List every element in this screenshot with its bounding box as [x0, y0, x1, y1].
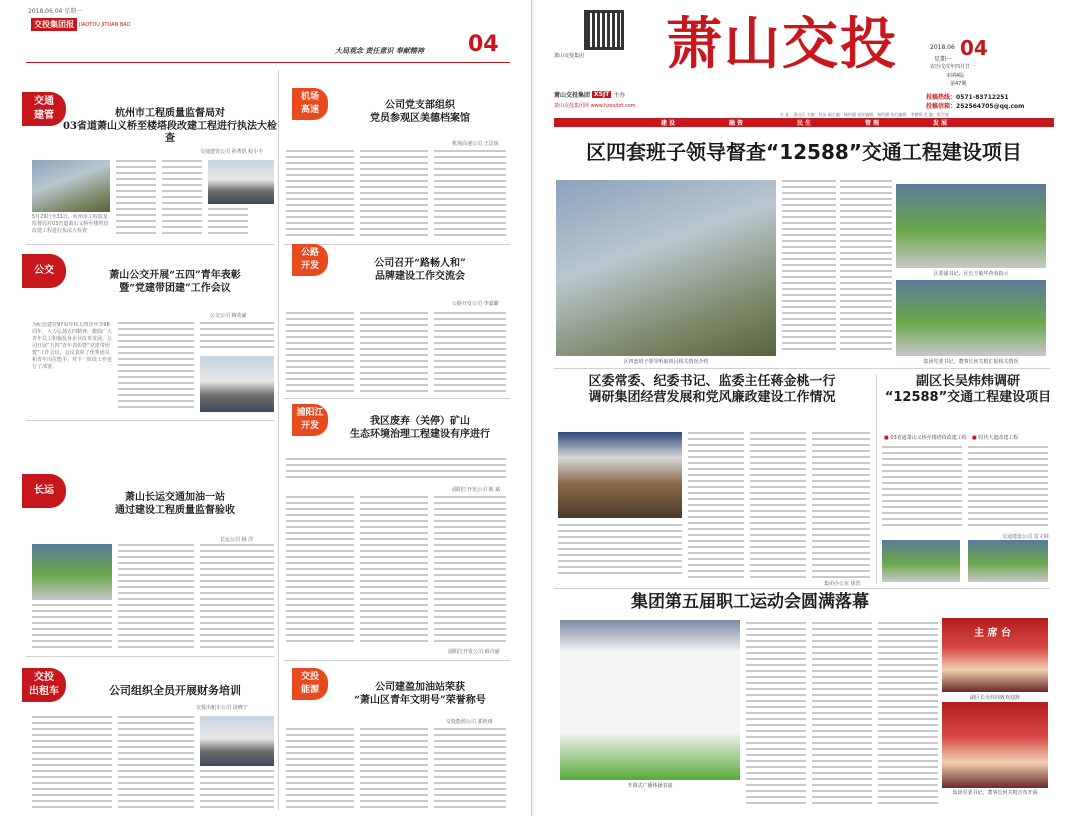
- bullet-icon: ■: [884, 435, 891, 441]
- article-body-text: 为纪念建党97周年和五四青年节98周年，大力弘扬五四精神，激励广大青年员工积极投身企业改革发展，公司开展“五四”青年表彰暨“党建带团建”工作会议，会议表彰了优秀团员和青年岗位能手，对下一阶段工作进行了部署。: [32, 322, 112, 370]
- article-body: [162, 160, 202, 236]
- article-body: [434, 496, 506, 644]
- nav-item[interactable]: 融 资: [728, 120, 744, 127]
- article-body: [688, 432, 744, 578]
- category-tag: 公交: [22, 254, 66, 288]
- sponsor-suffix: 主办: [613, 92, 626, 99]
- article-body: [558, 524, 682, 578]
- left-newspaper-page: [0, 0, 532, 816]
- meeting-photo: [558, 432, 682, 518]
- article-photo: [208, 160, 274, 204]
- speech-caption: 集团党委书记、董事长何关根宣布开幕: [952, 790, 1038, 796]
- article-title[interactable]: 杭州市工程质量监督局对 03省道萧山义桥至楼塔段改建工程进行执法大检查: [63, 108, 277, 144]
- article-body: [116, 160, 156, 236]
- article-byline: 交投能源公司 郭艳雨: [446, 719, 493, 725]
- right-newspaper-page: [534, 0, 1067, 816]
- category-tag: 公路 开发: [292, 244, 328, 276]
- header-rule: [26, 62, 510, 63]
- bullet-icon: ■: [972, 435, 979, 441]
- speech-photo: [942, 702, 1048, 788]
- nav-item[interactable]: 管 理: [864, 120, 880, 127]
- article-title[interactable]: 我区废弃（关停）矿山 生态环境治理工程建设有序进行: [350, 416, 490, 440]
- article-body: [360, 312, 428, 392]
- article-body: [118, 716, 194, 808]
- article-body: [782, 180, 836, 350]
- divider: [26, 244, 274, 245]
- article-body: [812, 432, 870, 578]
- article-body: [286, 728, 354, 808]
- hotline-number[interactable]: 0571-83712251: [956, 94, 1009, 101]
- section-nav-bar: [554, 118, 1054, 127]
- third-byline: 交通建设公司 雷文钢: [1002, 534, 1049, 540]
- category-tag: 长运: [22, 474, 66, 508]
- article-body: [32, 604, 112, 648]
- column-divider: [876, 374, 877, 584]
- article-body: [200, 770, 274, 808]
- divider: [26, 420, 274, 421]
- article-photo: [32, 544, 112, 600]
- page-number-right: 04: [960, 36, 988, 60]
- games-article-title[interactable]: 集团第五届职工运动会圆满落幕: [631, 592, 869, 612]
- hotline-line: [926, 92, 1009, 101]
- third-article-title[interactable]: 副区长吴炜炜调研 “12588”交通工程建设项目: [884, 374, 1052, 406]
- issue-number: 第47期: [950, 81, 967, 87]
- article-title[interactable]: 公司党支部组织 党员参观区美德档案馆: [370, 100, 470, 124]
- article-body: [434, 728, 506, 808]
- side-list-item: ■ 时代大道改建工程: [972, 435, 1019, 441]
- left-date: 2018.06.04 星期一: [28, 8, 83, 15]
- issue-pages: 本期4版: [946, 73, 965, 79]
- lead-caption-3: 集团党委书记、董事长何关根汇报相关情况: [923, 359, 1019, 365]
- sponsor-line: [554, 90, 625, 99]
- lead-caption-2: 区委副书记、区长王敏华查看指示: [933, 271, 1009, 277]
- lead-photo-3: [896, 280, 1046, 356]
- article-byline: 长运公司 杨 洋: [220, 537, 254, 543]
- masthead-title: 萧山交投: [666, 11, 898, 77]
- podium-label: 主 席 台: [974, 628, 1011, 639]
- article-title[interactable]: 公司召开“路畅人和” 品牌建设工作交流会: [374, 258, 466, 282]
- sponsor-logo-icon: XSJT: [594, 91, 610, 98]
- road-photo: [968, 540, 1048, 582]
- article-body: [286, 150, 354, 236]
- second-article-title[interactable]: 区委常委、纪委书记、监委主任蒋金桃一行 调研集团经营发展和党风廉政建设工作情况: [588, 374, 836, 406]
- category-tag: 机场 高速: [292, 88, 328, 120]
- brand-name-en: JIAOTOU JITUAN BAO: [79, 21, 131, 28]
- article-body: [812, 622, 872, 808]
- article-body: [882, 446, 962, 530]
- article-byline: 交投出租车公司 汤晓宁: [196, 705, 248, 711]
- category-tag: 浦阳江 开发: [292, 404, 328, 436]
- article-byline: 公交公司 梅英豪: [210, 313, 247, 319]
- issue-date: 2018.06: [930, 44, 955, 51]
- editors-line: 社 址：萧山区 主编：杜泳 副主编：杨钧涵 责任编辑：杨钧涵 执行编辑：李德锋 美 编：陈学波: [780, 112, 949, 117]
- article-body: [840, 180, 892, 350]
- games-photo: [560, 620, 740, 780]
- article-byline: 机场高速公司 王洁琼: [452, 141, 499, 147]
- second-byline: 集团办公室 徐浩: [824, 581, 861, 587]
- article-body: [360, 150, 428, 236]
- article-title[interactable]: 萧山公交开展“五四”青年表彰 暨“党建带团建”工作会议: [109, 270, 241, 294]
- category-tag: 交通 建管: [22, 92, 66, 126]
- article-body: [118, 322, 194, 412]
- photo-caption: 5月29日至31日，杭州市工程质量监督局对03省道萧山义桥至楼塔段改建工程进行执法大检查: [32, 214, 109, 234]
- article-body: [434, 150, 506, 236]
- qr-label: 萧山交投集团: [554, 53, 585, 59]
- lead-caption-1: 区四套班子领导听取项目相关情况介绍: [623, 359, 709, 365]
- article-byline: 浦阳江开发公司 陈 斌: [452, 487, 501, 493]
- issue-day: 星期一: [934, 56, 953, 63]
- qr-code[interactable]: [584, 10, 624, 50]
- nav-item[interactable]: 民 生: [796, 120, 812, 127]
- article-photo: [200, 356, 274, 412]
- podium-caption: 副区长吴炜炜致欢迎辞: [969, 695, 1020, 701]
- brand-flag-icon: [26, 19, 29, 31]
- article-body: [200, 544, 274, 648]
- article-body: [286, 496, 354, 644]
- article-body: [200, 322, 274, 352]
- qr-label-2: 萧山交投集团网 www.hzxsjtzt.com: [554, 103, 636, 109]
- article-body: [434, 312, 506, 392]
- article-body: [360, 496, 428, 644]
- divider: [554, 368, 1050, 369]
- nav-item[interactable]: 发 展: [932, 120, 948, 127]
- divider: [284, 660, 510, 661]
- email-address[interactable]: 252564705@qq.com: [956, 103, 1025, 110]
- article-body: [286, 312, 354, 392]
- article-title[interactable]: 萧山长运交通加油一站 通过建设工程质量监督验收: [115, 492, 235, 516]
- hotline-label: 投稿热线：: [926, 94, 957, 101]
- page-number: 04: [468, 32, 499, 57]
- nav-item[interactable]: 建 设: [660, 120, 676, 127]
- article-byline: 浦阳江开发公司 韩丹丽: [448, 649, 500, 655]
- lunar-date: 农历戊戌年四月廿一: [930, 64, 976, 70]
- article-body: [360, 728, 428, 808]
- brand-name: 交投集团报: [31, 18, 77, 31]
- divider: [284, 398, 510, 399]
- category-tag: 交投 能源: [292, 668, 328, 700]
- article-title[interactable]: 公司组织全员开展财务培训: [109, 684, 241, 697]
- column-divider: [278, 70, 279, 810]
- slogan: 大局观念 责任意识 奉献精神: [335, 46, 424, 55]
- sponsor: 萧山交投集团: [554, 92, 591, 99]
- article-body: [968, 446, 1048, 530]
- divider: [26, 656, 274, 657]
- lead-article-title[interactable]: 区四套班子领导督查“12588”交通工程建设项目: [586, 140, 1022, 164]
- email-label: 投稿信箱：: [926, 103, 957, 110]
- article-photo: [200, 716, 274, 766]
- side-list-item: ■ 03省道萧山义桥至楼塔段改建工程: [884, 435, 967, 441]
- article-body: [878, 622, 938, 808]
- lead-photo-2: [896, 184, 1046, 268]
- article-body: [32, 716, 112, 808]
- divider: [554, 588, 1050, 589]
- lead-photo-main: [556, 180, 776, 356]
- article-body: [286, 458, 506, 482]
- article-byline: 交通建管公司 孙菁钒 程小丰: [200, 149, 264, 155]
- article-body: [750, 432, 806, 578]
- article-title[interactable]: 公司建盈加油站荣获 “萧山区青年文明号”荣誉称号: [354, 682, 486, 706]
- article-photo: [32, 160, 110, 212]
- games-caption: 开幕式广播体操表演: [627, 783, 673, 789]
- article-body: [746, 622, 806, 808]
- article-body: [118, 544, 194, 648]
- road-photo: [882, 540, 960, 582]
- article-byline: 公路开发公司 李嘉璐: [452, 301, 499, 307]
- header-logo-block: [28, 6, 131, 42]
- category-tag: 交投 出租车: [22, 668, 66, 702]
- email-line: [926, 101, 1024, 110]
